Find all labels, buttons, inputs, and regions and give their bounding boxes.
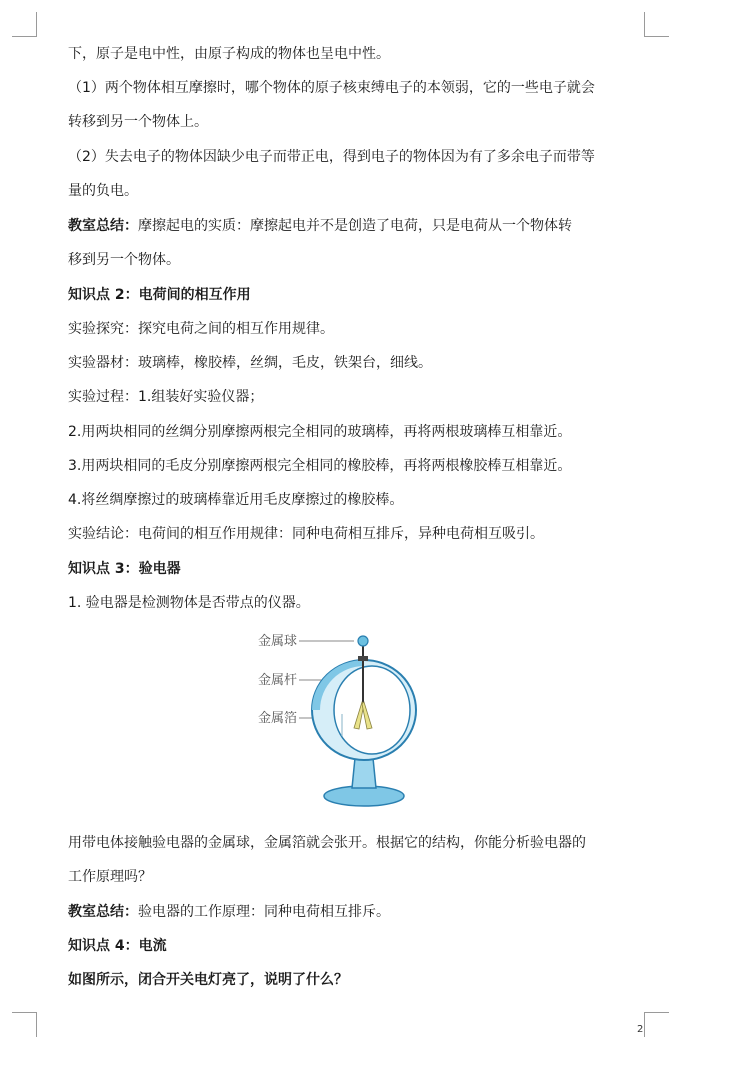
text-line: 下，原子是电中性，由原子构成的物体也呈电中性。 [68, 46, 390, 62]
figure-label-metal-ball: 金属球 [258, 634, 298, 649]
summary-text: 验电器的工作原理：同种电荷相互排斥。 [138, 904, 390, 920]
electroscope-glass [334, 666, 410, 754]
metal-ball [358, 636, 368, 646]
text-line: 实验结论：电荷间的相互作用规律：同种电荷相互排斥，异种电荷相互吸引。 [68, 526, 544, 542]
page-corner-mark-bottom-left [12, 1012, 37, 1037]
page-corner-mark-top-right [644, 12, 669, 37]
figure-label-metal-rod: 金属杆 [258, 673, 298, 688]
text-line: 实验过程：1.组装好实验仪器； [68, 389, 264, 405]
figure-label-metal-foil: 金属箔 [258, 711, 298, 726]
electroscope-figure [250, 628, 430, 824]
summary-label: 教室总结： [68, 218, 138, 234]
page-corner-mark-top-left [12, 12, 37, 37]
text-line: （2）失去电子的物体因缺少电子而带正电，得到电子的物体因为有了多余电子而带等 [68, 149, 595, 165]
classroom-summary-line [68, 902, 390, 922]
section-heading: 知识点 3：验电器 [68, 561, 181, 577]
text-line: 3.用两块相同的毛皮分别摩擦两根完全相同的橡胶棒，再将两根橡胶棒互相靠近。 [68, 458, 572, 474]
text-line: 4.将丝绸摩擦过的玻璃棒靠近用毛皮摩擦过的橡胶棒。 [68, 492, 404, 508]
text-line: 实验器材：玻璃棒，橡胶棒，丝绸，毛皮，铁架台，细线。 [68, 355, 432, 371]
text-line: 实验探究：探究电荷之间的相互作用规律。 [68, 321, 334, 337]
electroscope-base [324, 786, 404, 806]
section-heading: 知识点 4：电流 [68, 938, 167, 954]
text-line: 2.用两块相同的丝绸分别摩擦两根完全相同的玻璃棒，再将两根玻璃棒互相靠近。 [68, 424, 572, 440]
text-line: 转移到另一个物体上。 [68, 114, 208, 130]
rod-insulator [358, 656, 368, 661]
text-line: 用带电体接触验电器的金属球，金属箔就会张开。根据它的结构，你能分析验电器的 [68, 835, 586, 851]
text-line: 移到另一个物体。 [68, 252, 180, 268]
section-heading: 知识点 2：电荷间的相互作用 [68, 287, 251, 303]
text-line: 量的负电。 [68, 183, 138, 199]
summary-label: 教室总结： [68, 904, 138, 920]
page-number: 2 [637, 1024, 644, 1035]
question-line: 如图所示，闭合开关电灯亮了，说明了什么？ [68, 972, 348, 988]
page-corner-mark-bottom-right [644, 1012, 669, 1037]
text-line: 1. 验电器是检测物体是否带点的仪器。 [68, 595, 310, 611]
classroom-summary-line [68, 216, 572, 236]
text-line: （1）两个物体相互摩擦时，哪个物体的原子核束缚电子的本领弱，它的一些电子就会 [68, 80, 595, 96]
text-line: 工作原理吗？ [68, 869, 152, 885]
summary-text: 摩擦起电的实质：摩擦起电并不是创造了电荷，只是电荷从一个物体转 [138, 218, 572, 234]
